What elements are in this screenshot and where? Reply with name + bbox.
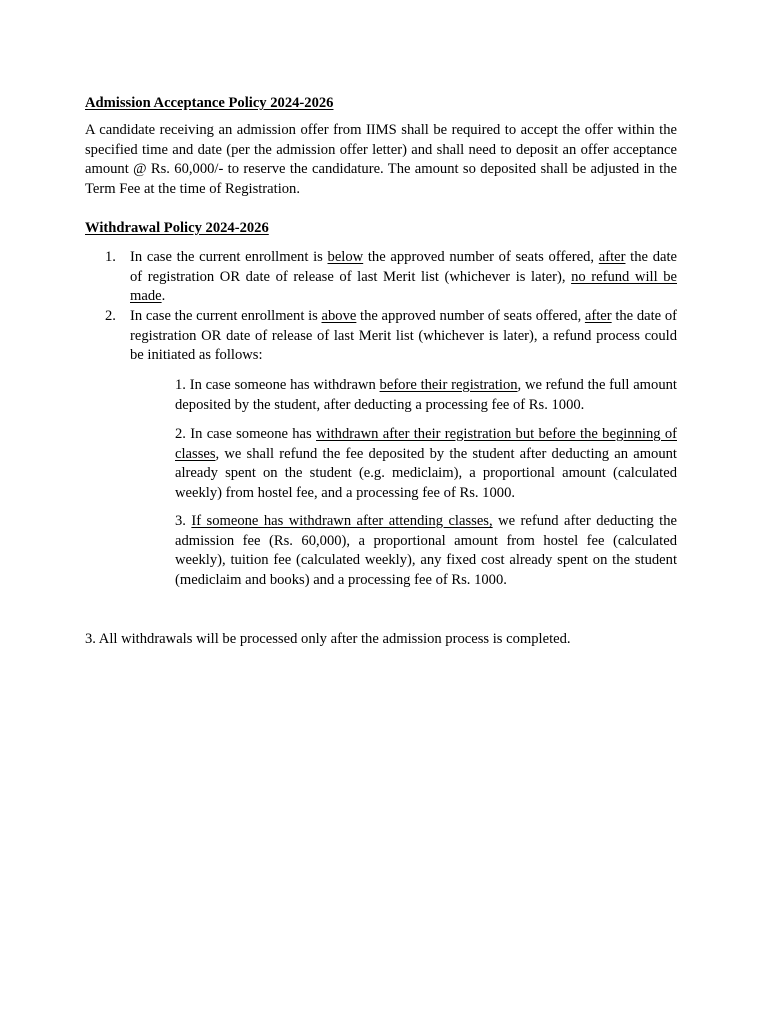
refund-case-2: 2. In case someone has withdrawn after their registration but before the beginning of classes, we shall refund the fee deposited by the student after deducting an amount already spent on the student (e.g. mediclaim), a proportional amount (calculated weekly) from hostel fee, and a processing fee of Rs. 1000. bbox=[175, 426, 677, 501]
list-item-text: In case the current enrollment is above the approved number of seats offered, after the date of registration OR date of release of last Merit list (whichever is later), a refund process could be initiated as follows: bbox=[130, 308, 677, 363]
list-number: 2. bbox=[105, 308, 116, 324]
withdrawal-list-item-2 bbox=[105, 307, 677, 366]
admission-policy-heading: Admission Acceptance Policy 2024-2026 bbox=[85, 95, 334, 111]
withdrawal-list-item-1 bbox=[105, 248, 677, 307]
withdrawal-policy-heading: Withdrawal Policy 2024-2026 bbox=[85, 220, 269, 236]
list-number: 1. bbox=[105, 249, 116, 265]
final-withdrawal-note: 3. All withdrawals will be processed only after the admission process is completed. bbox=[85, 631, 571, 647]
refund-case-1: 1. In case someone has withdrawn before their registration, we refund the full amount deposited by the student, after deducting a processing fee of Rs. 1000. bbox=[175, 377, 677, 413]
refund-case-3: 3. If someone has withdrawn after attending classes, we refund after deducting the admission fee (Rs. 60,000), a proportional amount from hostel fee (calculated weekly), tuition fee (calculated weekly), any fixed cost already spent on the student (mediclaim and books) and a processing fee of Rs. 1000. bbox=[175, 513, 677, 588]
admission-policy-paragraph: A candidate receiving an admission offer from IIMS shall be required to accept the offer within the specified time and date (per the admission offer letter) and shall need to deposit an offer acceptance amount @ Rs. 60,000/- to reserve the candidature. The amount so deposited shall be adjusted in the Term Fee at the time of Registration. bbox=[85, 122, 677, 197]
list-item-text: In case the current enrollment is below the approved number of seats offered, after the date of registration OR date of release of last Merit list (whichever is later), no refund will be made. bbox=[130, 249, 677, 304]
